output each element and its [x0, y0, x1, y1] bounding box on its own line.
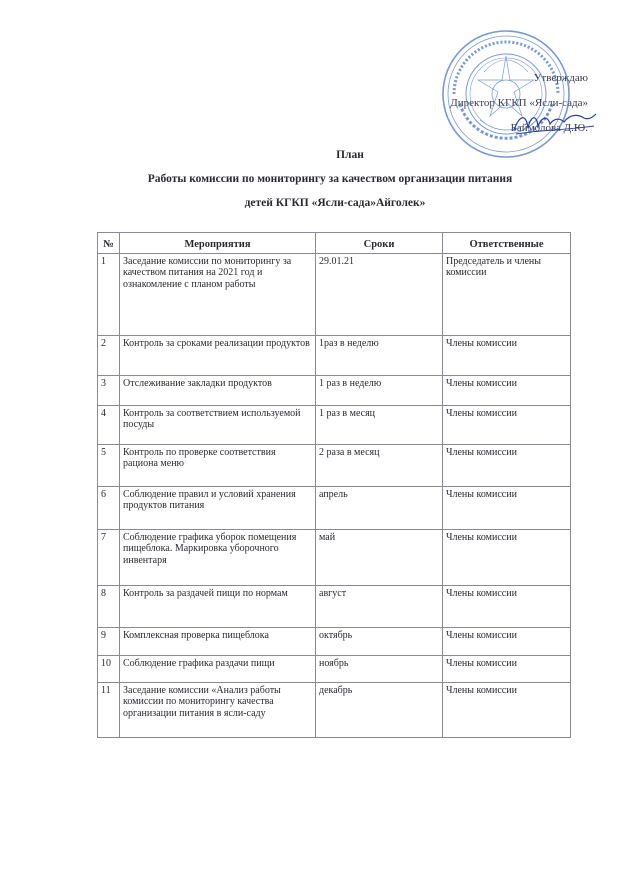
row-number: 3: [98, 375, 120, 405]
document-title: [0, 143, 640, 215]
row-number: 9: [98, 627, 120, 655]
table-row: [98, 375, 571, 405]
row-number: 10: [98, 655, 120, 682]
row-number: 4: [98, 405, 120, 444]
header-event: Мероприятия: [120, 233, 316, 254]
row-term: 29.01.21: [316, 253, 443, 335]
row-responsible: Члены комиссии: [443, 444, 571, 486]
table-row: [98, 529, 571, 585]
row-event: Контроль за раздачей пищи по нормам: [120, 585, 316, 627]
row-responsible: Члены комиссии: [443, 585, 571, 627]
row-term: 1раз в неделю: [316, 335, 443, 375]
row-event: Соблюдение правил и условий хранения продуктов питания: [120, 486, 316, 529]
row-event: Комплексная проверка пищеблока: [120, 627, 316, 655]
row-number: 1: [98, 253, 120, 335]
table-header-row: [98, 233, 571, 254]
row-event: Контроль за сроками реализации продуктов: [120, 335, 316, 375]
row-term: 1 раз в неделю: [316, 375, 443, 405]
row-term: апрель: [316, 486, 443, 529]
row-term: август: [316, 585, 443, 627]
header-responsible: Ответственные: [443, 233, 571, 254]
approval-line-name: Баймолова Д.Ю.: [510, 122, 588, 134]
row-event: Контроль за соответствием используемой посуды: [120, 405, 316, 444]
row-number: 11: [98, 682, 120, 737]
approval-line-approve: Утверждаю: [533, 72, 588, 84]
row-term: октябрь: [316, 627, 443, 655]
row-event: Отслеживание закладки продуктов: [120, 375, 316, 405]
row-responsible: Члены комиссии: [443, 529, 571, 585]
row-number: 6: [98, 486, 120, 529]
row-event: Заседание комиссии по мониторингу за качеством питания на 2021 год и ознакомление с планом работы: [120, 253, 316, 335]
row-responsible: Члены комиссии: [443, 486, 571, 529]
table-row: [98, 486, 571, 529]
title-plan: План: [336, 149, 364, 161]
header-term: Сроки: [316, 233, 443, 254]
title-subject: Работы комиссии по мониторингу за качеством организации питания: [147, 173, 513, 185]
official-seal-icon: [440, 28, 572, 160]
table-row: [98, 682, 571, 737]
row-number: 8: [98, 585, 120, 627]
row-term: декабрь: [316, 682, 443, 737]
row-responsible: Члены комиссии: [443, 682, 571, 737]
row-event: Заседание комиссии «Анализ работы комиссии по мониторингу качества организации питания в ясли-саду: [120, 682, 316, 737]
row-term: май: [316, 529, 443, 585]
row-event: Соблюдение графика раздачи пищи: [120, 655, 316, 682]
row-event: Контроль по проверке соответствия рациона меню: [120, 444, 316, 486]
row-responsible: Члены комиссии: [443, 405, 571, 444]
row-event: Соблюдение графика уборок помещения пищеблока. Маркировка уборочного инвентаря: [120, 529, 316, 585]
row-number: 7: [98, 529, 120, 585]
table-row: [98, 405, 571, 444]
row-responsible: Члены комиссии: [443, 375, 571, 405]
row-term: 1 раз в месяц: [316, 405, 443, 444]
header-number: №: [98, 233, 120, 254]
title-organization: детей КГКП «Ясли-сада»Айголек»: [244, 197, 426, 209]
table-row: [98, 627, 571, 655]
plan-table: [97, 232, 571, 738]
table-row: [98, 335, 571, 375]
row-number: 5: [98, 444, 120, 486]
approval-line-position: Директор КГКП «Ясли-сада»: [450, 97, 588, 109]
row-number: 2: [98, 335, 120, 375]
signature-icon: [510, 108, 600, 138]
table-row: [98, 585, 571, 627]
table-row: [98, 655, 571, 682]
row-responsible: Члены комиссии: [443, 655, 571, 682]
row-responsible: Члены комиссии: [443, 335, 571, 375]
row-term: ноябрь: [316, 655, 443, 682]
table-row: [98, 253, 571, 335]
row-term: 2 раза в месяц: [316, 444, 443, 486]
table-row: [98, 444, 571, 486]
row-responsible: Председатель и члены комиссии: [443, 253, 571, 335]
row-responsible: Члены комиссии: [443, 627, 571, 655]
